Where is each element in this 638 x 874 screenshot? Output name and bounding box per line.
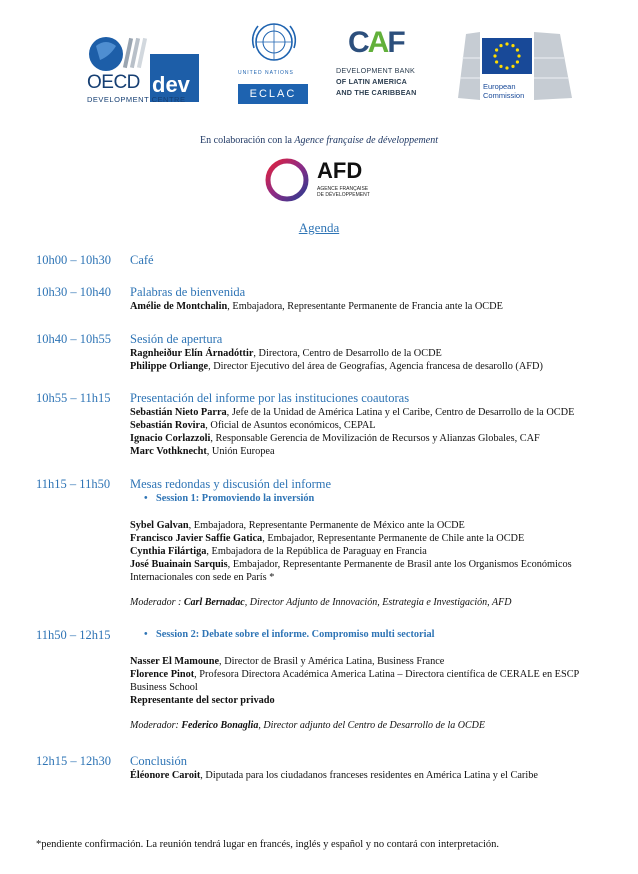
item-time: 12h15 – 12h30 bbox=[36, 754, 111, 768]
caf-f: F bbox=[387, 26, 404, 59]
moderator-line bbox=[130, 719, 636, 732]
item-title: Conclusión bbox=[130, 754, 187, 768]
speaker-role: , Embajador, Representante Permanente de Chile ante la OCDE bbox=[262, 533, 525, 544]
item-title: Sesión de apertura bbox=[130, 332, 223, 346]
ec-line-2: Commission bbox=[483, 91, 525, 100]
item-content bbox=[130, 391, 636, 458]
speaker-line bbox=[130, 545, 636, 558]
collab-prefix: En colaboración con la bbox=[200, 135, 295, 146]
afd-circle-icon bbox=[263, 156, 313, 204]
speaker-role: , Director Ejecutivo del área de Geografías, Agencia francesa de desarollo (AFD) bbox=[208, 361, 543, 372]
moderator-label: Moderador: bbox=[130, 720, 182, 731]
ec-line-1: European bbox=[483, 82, 516, 91]
caf-c: C bbox=[348, 26, 368, 59]
speaker-role: , Director de Brasil y América Latina, Business France bbox=[219, 656, 445, 667]
speaker-line bbox=[130, 694, 636, 707]
speaker-name: Éléonore Caroit bbox=[130, 770, 201, 781]
item-title: Café bbox=[130, 253, 154, 267]
speaker-role: , Embajadora, Representante Permanente de Francia ante la OCDE bbox=[227, 301, 503, 312]
afd-line-1: AGENCE FRANÇAISE bbox=[317, 186, 369, 192]
afd-word: AFD bbox=[317, 158, 363, 183]
moderator-name: Federico Bonaglia bbox=[181, 720, 259, 731]
item-title: Palabras de bienvenida bbox=[130, 285, 246, 299]
speaker-line bbox=[130, 668, 590, 694]
eclac-label: ECLAC bbox=[238, 84, 308, 104]
eu-flag-icon bbox=[482, 38, 532, 74]
caf-line-1: DEVELOPMENT BANK bbox=[336, 66, 415, 75]
caf-a: A bbox=[367, 26, 388, 59]
speaker-role: , Diputada para los ciudadanos franceses residentes en América Latina y el Caribe bbox=[200, 770, 538, 781]
oecd-development-centre-logo bbox=[86, 32, 204, 112]
afd-logo bbox=[263, 156, 381, 204]
speaker-role: , Profesora Directora Académica America Latina – Directora científica de CERALE en ESCP Business School bbox=[130, 669, 579, 693]
european-commission-logo bbox=[456, 28, 574, 110]
speaker-line bbox=[130, 655, 636, 668]
oecd-word: OECD bbox=[87, 72, 140, 93]
dev-word: dev bbox=[152, 72, 190, 97]
speaker-name: Representante del sector privado bbox=[130, 695, 275, 706]
speaker-role: , Jefe de la Unidad de América Latina y el Caribe, Centro de Desarrollo de la OCDE bbox=[226, 407, 575, 418]
speaker-role: , Oficial de Asuntos económicos, CEPAL bbox=[205, 420, 376, 431]
caf-line-3: AND THE CARIBBEAN bbox=[336, 88, 417, 97]
speaker-line bbox=[130, 445, 636, 458]
afd-line-2: DE DÉVELOPPEMENT bbox=[317, 192, 370, 198]
oecd-globe-icon bbox=[88, 34, 148, 74]
speaker-role: , Embajador, Representante Permanente de Brasil ante los Organismos Económicos Internacionales con sede en París * bbox=[130, 559, 572, 583]
footnote: *pendiente confirmación. La reunión tendrá lugar en francés, inglés y español y no contará con interpretación. bbox=[36, 839, 499, 850]
european-commission-label bbox=[483, 82, 524, 100]
item-time: 10h30 – 10h40 bbox=[36, 285, 111, 299]
moderator-line bbox=[130, 596, 636, 609]
speaker-name: Amélie de Montchalin bbox=[130, 301, 228, 312]
united-nations-eclac-logo bbox=[234, 18, 314, 110]
item-content bbox=[130, 628, 636, 732]
caf-logo bbox=[334, 26, 442, 110]
collaboration-line bbox=[0, 135, 638, 146]
speaker-line bbox=[130, 432, 636, 445]
item-time: 10h00 – 10h30 bbox=[36, 253, 111, 267]
speaker-name: Francisco Javier Saffie Gatica bbox=[130, 533, 263, 544]
un-emblem-icon bbox=[234, 18, 314, 70]
speaker-role: , Directora, Centro de Desarrollo de la OCDE bbox=[253, 348, 442, 359]
speaker-name: Ragnheiður Elín Árnadóttir bbox=[130, 348, 254, 359]
united-nations-label: UNITED NATIONS bbox=[238, 70, 294, 76]
speaker-name: Ignacio Corlazzoli bbox=[130, 433, 211, 444]
item-content bbox=[130, 253, 636, 268]
speaker-role: , Unión Europea bbox=[206, 446, 275, 457]
item-content bbox=[130, 332, 636, 373]
session-bullet: • Session 1: Promoviendo la inversión bbox=[130, 492, 636, 505]
speaker-line bbox=[130, 360, 636, 373]
speaker-role: , Responsable Gerencia de Movilización de Recursos y Alianzas Globales, CAF bbox=[210, 433, 540, 444]
moderator-name: Carl Bernadac bbox=[183, 597, 245, 608]
logo-strip bbox=[0, 10, 638, 110]
moderator-label: Moderador : bbox=[130, 597, 184, 608]
speaker-role: , Embajadora, Representante Permanente de México ante la OCDE bbox=[188, 520, 465, 531]
item-content bbox=[130, 754, 636, 782]
speaker-line bbox=[130, 300, 636, 313]
caf-line-2: OF LATIN AMERICA bbox=[336, 77, 408, 86]
item-time: 10h40 – 10h55 bbox=[36, 332, 111, 346]
item-content bbox=[130, 285, 636, 313]
development-centre-label: DEVELOPMENT CENTRE bbox=[87, 95, 186, 104]
speaker-line bbox=[130, 519, 636, 532]
speaker-line bbox=[130, 419, 636, 432]
speaker-role: , Embajadora de la República de Paraguay en Francia bbox=[206, 546, 427, 557]
speaker-name: Florence Pinot bbox=[130, 669, 195, 680]
speaker-name: Marc Vothknecht bbox=[130, 446, 207, 457]
speaker-line bbox=[130, 406, 636, 419]
moderator-role: , Director Adjunto de Innovación, Estrategia e Investigación, AFD bbox=[244, 597, 512, 608]
collab-agency: Agence française de développement bbox=[294, 135, 438, 146]
speaker-line bbox=[130, 532, 636, 545]
speaker-name: Philippe Orliange bbox=[130, 361, 209, 372]
speaker-name: Sybel Galvan bbox=[130, 520, 189, 531]
speaker-name: Cynthia Filártiga bbox=[130, 546, 207, 557]
item-title: Mesas redondas y discusión del informe bbox=[130, 477, 332, 491]
item-time: 11h15 – 11h50 bbox=[36, 477, 111, 491]
moderator-role: , Director adjunto del Centro de Desarrollo de la OCDE bbox=[258, 720, 485, 731]
item-title: Presentación del informe por las instituciones coautoras bbox=[130, 391, 410, 405]
speaker-name: Sebastián Nieto Parra bbox=[130, 407, 227, 418]
item-time: 11h50 – 12h15 bbox=[36, 628, 111, 642]
speaker-line bbox=[130, 769, 636, 782]
item-time: 10h55 – 11h15 bbox=[36, 391, 111, 405]
agenda-title: Agenda bbox=[298, 220, 340, 235]
speaker-line bbox=[130, 558, 600, 584]
item-content bbox=[130, 477, 636, 609]
caf-mark bbox=[348, 26, 404, 60]
speaker-name: Nasser El Mamoune bbox=[130, 656, 220, 667]
speaker-line bbox=[130, 347, 636, 360]
speaker-name: Sebastián Rovira bbox=[130, 420, 206, 431]
session-bullet: • Session 2: Debate sobre el informe. Compromiso multi sectorial bbox=[130, 628, 636, 641]
speaker-name: José Buainain Sarquis bbox=[130, 559, 228, 570]
